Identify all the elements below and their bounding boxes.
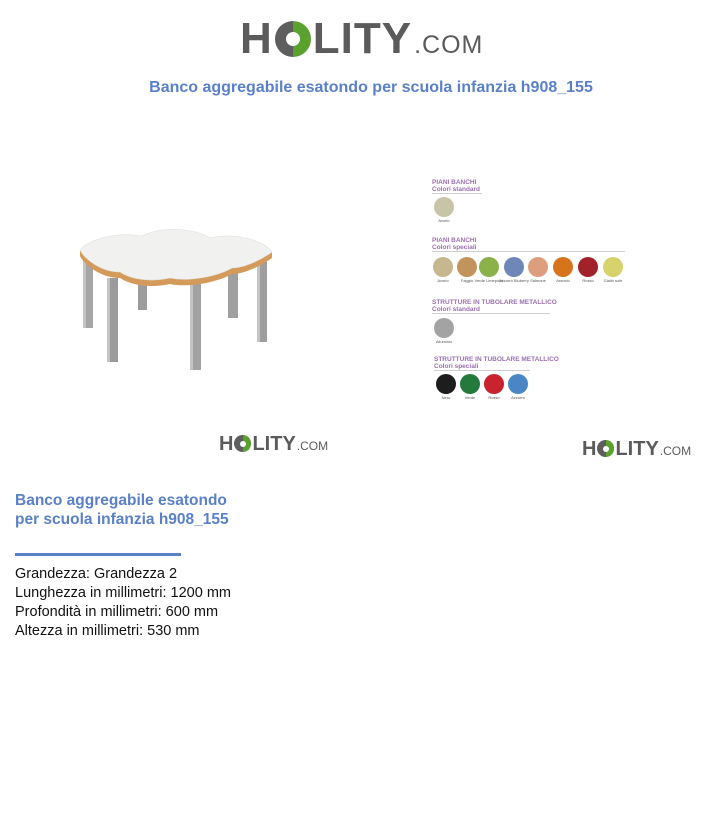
logo-letter-h: H	[582, 438, 597, 460]
product-specs	[15, 565, 231, 641]
swatch-label: Alluminio	[435, 339, 453, 344]
title-underline	[15, 553, 181, 556]
color-swatch[interactable]	[578, 257, 598, 277]
leg-highlight	[83, 252, 86, 328]
holity-logo[interactable]	[240, 14, 483, 64]
section-title: STRUTTURE IN TUBOLARE METALLICO	[432, 299, 557, 306]
section-subtitle: Colori standard	[432, 186, 481, 193]
color-swatch[interactable]	[479, 257, 499, 277]
logo-suffix: .COM	[414, 31, 484, 59]
logo-letter-h: H	[219, 433, 234, 455]
swatch-label: Arancio	[556, 278, 570, 283]
swatch-label: Avorio	[438, 218, 450, 223]
color-swatch[interactable]	[553, 257, 573, 277]
spec-line: Lunghezza in millimetri: 1200 mm	[15, 585, 231, 601]
swatch-label: Rosso	[488, 395, 500, 400]
divider	[432, 251, 625, 252]
color-swatch[interactable]	[434, 318, 454, 338]
section-subtitle: Colori standard	[432, 306, 481, 313]
color-swatch[interactable]	[528, 257, 548, 277]
color-swatch[interactable]	[504, 257, 524, 277]
logo-text: LITY	[615, 438, 659, 460]
swatch-label: Faggio	[460, 278, 474, 283]
spec-line: Profondità in millimetri: 600 mm	[15, 604, 219, 620]
logo-text: LITY	[252, 433, 296, 455]
swatch-label: Verde Limepoint	[474, 278, 504, 283]
color-swatch[interactable]	[457, 257, 477, 277]
divider	[432, 193, 482, 194]
divider	[434, 370, 530, 371]
swatch-label: Azzurro	[511, 395, 525, 400]
logo-suffix: .COM	[296, 439, 329, 453]
leg-highlight	[107, 278, 110, 362]
color-swatch[interactable]	[484, 374, 504, 394]
holity-logo-watermark	[582, 438, 691, 461]
section-subtitle: Colori speciali	[434, 363, 479, 370]
logo-letter-h: H	[240, 14, 273, 63]
spec-line: Grandezza: Grandezza 2	[15, 566, 178, 582]
swatch-label: Salmone	[530, 278, 546, 283]
swatch-label: Avorio	[437, 278, 449, 283]
swatch-label: Rosso	[582, 278, 594, 283]
swatch-label: Nero	[441, 395, 451, 400]
color-swatch[interactable]	[434, 197, 454, 217]
color-swatch[interactable]	[436, 374, 456, 394]
leg-highlight	[190, 282, 193, 370]
section-title: PIANI BANCHI	[432, 179, 477, 186]
divider	[432, 313, 550, 314]
section-subtitle: Colori speciali	[432, 244, 477, 251]
logo-o-mark-icon	[234, 435, 251, 452]
logo-o-mark-icon	[275, 21, 311, 57]
swatch-label: Giallo sole	[603, 278, 623, 283]
holity-logo-watermark	[219, 433, 328, 456]
color-swatch[interactable]	[460, 374, 480, 394]
section-title: STRUTTURE IN TUBOLARE METALLICO	[434, 356, 559, 363]
logo-suffix: .COM	[659, 444, 692, 458]
leg-highlight	[257, 262, 260, 342]
logo-text: LITY	[312, 14, 413, 63]
color-swatch[interactable]	[603, 257, 623, 277]
spec-line: Altezza in millimetri: 530 mm	[15, 623, 200, 639]
color-swatch[interactable]	[433, 257, 453, 277]
color-swatch[interactable]	[508, 374, 528, 394]
swatch-label: Verde	[464, 395, 476, 400]
page-title: Banco aggregabile esatondo per scuola infanzia h908_155	[149, 79, 593, 96]
product-title: Banco aggregabile esatondo per scuola infanzia h908_155	[15, 492, 229, 528]
table-product-image[interactable]	[70, 222, 285, 382]
swatch-label: Azzurro Bluberry	[499, 278, 529, 283]
logo-o-mark-icon	[597, 440, 614, 457]
color-options-panel	[430, 177, 630, 407]
section-title: PIANI BANCHI	[432, 237, 477, 244]
